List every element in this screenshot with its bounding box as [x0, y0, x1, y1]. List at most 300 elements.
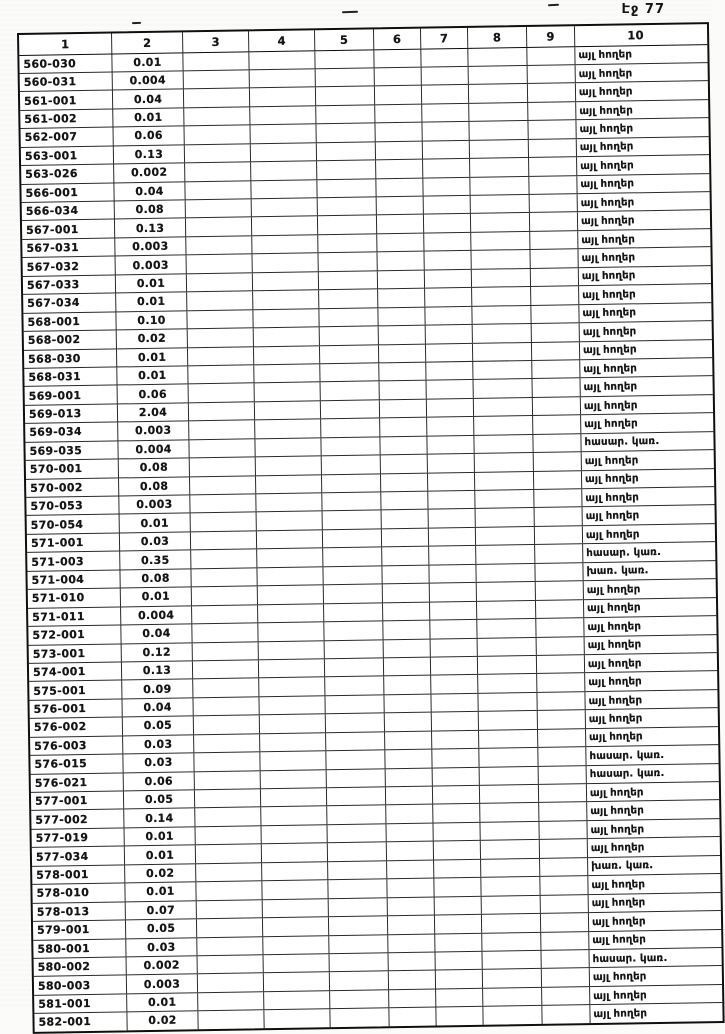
- parcel-code-cell: 568-030: [24, 349, 117, 368]
- empty-cell: [542, 1005, 590, 1023]
- area-value-cell: 0.01: [113, 108, 184, 127]
- area-value-cell: 0.06: [118, 385, 189, 404]
- empty-cell: [319, 271, 378, 289]
- column-header: 8: [468, 27, 527, 47]
- empty-cell: [328, 843, 387, 861]
- parcel-code-cell: 571-010: [28, 589, 121, 608]
- empty-cell: [322, 455, 381, 473]
- empty-cell: [255, 420, 321, 438]
- empty-cell: [427, 380, 474, 398]
- land-use-note-cell: այլ հողեր: [585, 527, 640, 541]
- empty-cell: [326, 732, 385, 750]
- empty-cell: [433, 767, 480, 785]
- area-value-cell: 0.004: [121, 606, 192, 625]
- empty-cell: [428, 454, 475, 472]
- parcel-code-cell: 581-001: [34, 994, 127, 1013]
- land-use-note-cell: այլ հողեր: [578, 48, 633, 62]
- empty-cell: [329, 898, 388, 916]
- parcel-code-cell: 576-001: [29, 699, 122, 718]
- parcel-code-cell: 569-013: [25, 404, 118, 423]
- empty-cell: [539, 803, 587, 821]
- empty-cell: [534, 452, 582, 470]
- empty-cell: [316, 124, 375, 142]
- empty-cell: [469, 121, 528, 139]
- empty-cell: [379, 344, 426, 362]
- empty-cell: [262, 880, 328, 898]
- land-use-note-cell: հասար. կառ.: [584, 435, 660, 449]
- empty-cell: [436, 989, 483, 1007]
- empty-cell: [380, 381, 427, 399]
- land-use-note-cell: այլ հողեր: [579, 122, 634, 136]
- scan-artifact: [548, 4, 559, 7]
- empty-cell: [322, 492, 381, 510]
- column-header: 1: [19, 34, 112, 55]
- empty-cell: [250, 88, 316, 106]
- empty-cell: [261, 825, 327, 843]
- empty-cell: [264, 954, 330, 972]
- land-use-note-cell: այլ հողեր: [586, 583, 641, 597]
- parcel-code-cell: 577-019: [32, 828, 125, 847]
- area-value-cell: 0.004: [113, 71, 184, 90]
- parcel-code-cell: 576-003: [30, 736, 123, 755]
- empty-cell: [385, 750, 432, 768]
- empty-cell: [425, 288, 472, 306]
- empty-cell: [534, 471, 582, 489]
- area-value-cell: 0.10: [116, 311, 187, 330]
- empty-cell: [481, 840, 540, 858]
- land-use-note-cell: այլ հողեր: [583, 398, 638, 412]
- parcel-code-cell: 569-034: [25, 423, 118, 442]
- empty-cell: [253, 254, 319, 272]
- land-use-note-cell: այլ հողեր: [584, 454, 639, 467]
- empty-cell: [529, 176, 577, 194]
- empty-cell: [480, 822, 539, 840]
- parcel-code-cell: 567-032: [23, 257, 116, 276]
- empty-cell: [423, 159, 470, 177]
- land-use-note-cell: այլ հողեր: [582, 343, 637, 357]
- column-header: 4: [249, 30, 315, 51]
- empty-cell: [196, 881, 262, 899]
- empty-cell: [531, 305, 579, 323]
- area-value-cell: 0.09: [122, 680, 193, 699]
- parcel-code-cell: 580-002: [34, 957, 127, 976]
- empty-cell: [422, 85, 469, 103]
- empty-cell: [476, 545, 535, 563]
- empty-cell: [533, 397, 581, 415]
- land-use-note-cell: այլ հողեր: [582, 288, 636, 302]
- empty-cell: [432, 731, 479, 749]
- land-use-note-cell: այլ հողեր: [580, 196, 635, 209]
- area-value-cell: 0.01: [116, 293, 187, 312]
- empty-cell: [386, 823, 433, 841]
- empty-cell: [542, 987, 590, 1005]
- empty-cell: [471, 195, 530, 213]
- empty-cell: [259, 678, 325, 696]
- empty-cell: [322, 474, 381, 492]
- empty-cell: [477, 601, 536, 619]
- empty-cell: [434, 860, 481, 878]
- area-value-cell: 0.002: [114, 164, 185, 183]
- empty-cell: [193, 697, 259, 715]
- empty-cell: [535, 563, 583, 581]
- empty-cell: [193, 642, 259, 660]
- empty-cell: [195, 771, 261, 789]
- empty-cell: [428, 491, 475, 509]
- parcel-code-cell: 576-002: [30, 718, 123, 737]
- area-value-cell: 0.02: [117, 329, 188, 348]
- empty-cell: [382, 565, 429, 583]
- parcel-code-cell: 577-001: [31, 791, 124, 810]
- empty-cell: [476, 508, 535, 526]
- area-value-cell: 0.003: [115, 237, 186, 256]
- column-header: 2: [112, 32, 183, 53]
- empty-cell: [255, 438, 321, 456]
- empty-cell: [385, 731, 432, 749]
- parcel-code-cell: 563-026: [21, 165, 114, 184]
- area-value-cell: 0.02: [127, 1012, 198, 1031]
- empty-cell: [250, 69, 316, 87]
- empty-cell: [258, 622, 324, 640]
- empty-cell: [387, 842, 434, 860]
- empty-cell: [383, 621, 430, 639]
- parcel-code-cell: 567-033: [23, 275, 116, 294]
- empty-cell: [483, 1006, 542, 1024]
- empty-cell: [478, 693, 537, 711]
- empty-cell: [471, 232, 530, 250]
- land-use-note-cell: այլ հողեր: [580, 214, 635, 228]
- area-value-cell: 0.13: [114, 145, 185, 164]
- empty-cell: [533, 415, 581, 433]
- empty-cell: [479, 748, 538, 766]
- empty-cell: [539, 784, 587, 802]
- area-value-cell: 0.004: [118, 440, 189, 459]
- empty-cell: [263, 899, 329, 917]
- parcel-code-cell: 567-031: [22, 238, 115, 257]
- empty-cell: [316, 105, 375, 123]
- empty-cell: [187, 273, 253, 291]
- land-use-note-cell: այլ հողեր: [581, 251, 636, 265]
- empty-cell: [433, 823, 480, 841]
- area-value-cell: 0.03: [123, 753, 194, 772]
- empty-cell: [474, 435, 533, 453]
- land-use-note-cell: այլ հողեր: [578, 66, 633, 80]
- empty-cell: [480, 766, 539, 784]
- empty-cell: [195, 789, 261, 807]
- empty-cell: [472, 269, 531, 287]
- empty-cell: [434, 878, 481, 896]
- land-use-note-cell: հասար. կառ.: [592, 951, 668, 965]
- area-value-cell: 0.05: [126, 919, 197, 938]
- empty-cell: [478, 637, 537, 655]
- empty-cell: [194, 752, 260, 770]
- empty-cell: [376, 160, 423, 178]
- empty-cell: [185, 181, 251, 199]
- empty-cell: [537, 674, 585, 692]
- land-use-note-cell: այլ հողեր: [580, 159, 634, 173]
- empty-cell: [533, 379, 581, 397]
- empty-cell: [196, 863, 262, 881]
- area-value-cell: 0.01: [120, 514, 191, 533]
- empty-cell: [480, 803, 539, 821]
- area-value-cell: 0.05: [124, 790, 195, 809]
- land-use-note-cell: այլ հողեր: [591, 878, 646, 891]
- empty-cell: [473, 324, 532, 342]
- empty-cell: [539, 821, 587, 839]
- empty-cell: [374, 49, 421, 67]
- parcel-code-cell: 577-002: [31, 810, 124, 829]
- land-use-note-cell: այլ հողեր: [591, 915, 646, 928]
- empty-cell: [323, 548, 382, 566]
- empty-cell: [197, 937, 263, 955]
- empty-cell: [421, 48, 468, 66]
- empty-cell: [327, 787, 386, 805]
- parcel-code-cell: 561-002: [20, 109, 113, 128]
- empty-cell: [328, 879, 387, 897]
- empty-cell: [474, 416, 533, 434]
- empty-cell: [536, 581, 584, 599]
- parcel-code-cell: 576-021: [31, 773, 124, 792]
- area-value-cell: 0.08: [119, 458, 190, 477]
- empty-cell: [431, 638, 478, 656]
- area-value-cell: 0.13: [122, 661, 193, 680]
- empty-cell: [198, 992, 264, 1010]
- empty-cell: [188, 347, 254, 365]
- parcel-code-cell: 571-003: [27, 552, 120, 571]
- empty-cell: [318, 216, 377, 234]
- area-value-cell: 0.01: [117, 366, 188, 385]
- empty-cell: [435, 896, 482, 914]
- land-use-note-cell: այլ հողեր: [585, 491, 640, 504]
- area-value-cell: 0.01: [112, 53, 183, 72]
- area-value-cell: 0.04: [122, 698, 193, 717]
- land-use-note-cell: այլ հողեր: [590, 804, 644, 818]
- empty-cell: [534, 489, 582, 507]
- parcel-code-cell: 578-010: [32, 884, 125, 903]
- empty-cell: [475, 490, 534, 508]
- area-value-cell: 0.01: [121, 588, 192, 607]
- empty-cell: [476, 564, 535, 582]
- empty-cell: [325, 677, 384, 695]
- empty-cell: [321, 419, 380, 437]
- empty-cell: [323, 511, 382, 529]
- empty-cell: [186, 218, 252, 236]
- column-header: 5: [315, 29, 374, 49]
- land-parcel-table: [17, 22, 725, 1033]
- land-use-note-cell: այլ հողեր: [583, 361, 638, 375]
- empty-cell: [483, 969, 542, 987]
- empty-cell: [529, 139, 577, 157]
- parcel-code-cell: 570-002: [26, 478, 119, 497]
- empty-cell: [254, 364, 320, 382]
- empty-cell: [249, 51, 315, 69]
- empty-cell: [319, 253, 378, 271]
- table-body: [19, 45, 722, 1032]
- empty-cell: [250, 125, 316, 143]
- land-use-note-cell: այլ հողեր: [582, 306, 637, 320]
- empty-cell: [377, 234, 424, 252]
- empty-cell: [261, 788, 327, 806]
- empty-cell: [422, 67, 469, 85]
- parcel-code-cell: 570-054: [27, 515, 120, 534]
- parcel-code-cell: 560-030: [19, 54, 112, 73]
- empty-cell: [479, 711, 538, 729]
- empty-cell: [251, 161, 317, 179]
- empty-cell: [424, 233, 471, 251]
- empty-cell: [537, 692, 585, 710]
- empty-cell: [260, 733, 326, 751]
- empty-cell: [261, 807, 327, 825]
- empty-cell: [472, 287, 531, 305]
- empty-cell: [473, 342, 532, 360]
- empty-cell: [330, 1009, 389, 1027]
- empty-cell: [318, 197, 377, 215]
- area-value-cell: 0.002: [127, 956, 198, 975]
- empty-cell: [482, 914, 541, 932]
- area-value-cell: 0.06: [124, 772, 195, 791]
- empty-cell: [384, 676, 431, 694]
- empty-cell: [537, 637, 585, 655]
- empty-cell: [196, 845, 262, 863]
- parcel-code-cell: 563-001: [21, 146, 114, 165]
- empty-cell: [424, 196, 471, 214]
- empty-cell: [388, 934, 435, 952]
- empty-cell: [388, 952, 435, 970]
- empty-cell: [381, 455, 428, 473]
- empty-cell: [327, 769, 386, 787]
- land-use-note-cell: այլ հողեր: [590, 841, 645, 855]
- parcel-code-cell: 580-003: [34, 976, 127, 995]
- parcel-code-cell: 562-007: [21, 128, 114, 147]
- empty-cell: [527, 47, 575, 65]
- area-value-cell: 0.01: [125, 846, 196, 865]
- empty-cell: [194, 734, 260, 752]
- empty-cell: [481, 877, 540, 895]
- empty-cell: [253, 309, 319, 327]
- parcel-code-cell: 566-001: [21, 183, 114, 202]
- empty-cell: [426, 325, 473, 343]
- empty-cell: [433, 786, 480, 804]
- empty-cell: [422, 104, 469, 122]
- empty-cell: [429, 528, 476, 546]
- empty-cell: [192, 605, 258, 623]
- empty-cell: [375, 104, 422, 122]
- empty-cell: [430, 601, 477, 619]
- scan-artifact: [132, 22, 141, 24]
- land-use-note-cell: այլ հողեր: [588, 675, 642, 689]
- empty-cell: [475, 453, 534, 471]
- empty-cell: [330, 953, 389, 971]
- empty-cell: [478, 674, 537, 692]
- empty-cell: [376, 178, 423, 196]
- empty-cell: [257, 567, 323, 585]
- parcel-code-cell: 570-053: [26, 496, 119, 515]
- empty-cell: [251, 180, 317, 198]
- empty-cell: [191, 513, 257, 531]
- empty-cell: [378, 307, 425, 325]
- empty-cell: [532, 323, 580, 341]
- land-use-note-cell: այլ հողեր: [587, 638, 642, 652]
- empty-cell: [323, 529, 382, 547]
- empty-cell: [327, 806, 386, 824]
- empty-cell: [482, 951, 541, 969]
- empty-cell: [530, 194, 578, 212]
- empty-cell: [433, 804, 480, 822]
- empty-cell: [542, 968, 590, 986]
- empty-cell: [316, 87, 375, 105]
- empty-cell: [187, 255, 253, 273]
- empty-cell: [187, 310, 253, 328]
- empty-cell: [381, 492, 428, 510]
- empty-cell: [197, 918, 263, 936]
- empty-cell: [469, 66, 528, 84]
- empty-cell: [330, 972, 389, 990]
- empty-cell: [195, 826, 261, 844]
- parcel-code-cell: 561-001: [20, 91, 113, 110]
- parcel-code-cell: 573-001: [29, 644, 122, 663]
- empty-cell: [185, 144, 251, 162]
- empty-cell: [320, 363, 379, 381]
- empty-cell: [530, 213, 578, 231]
- empty-cell: [184, 126, 250, 144]
- empty-cell: [539, 766, 587, 784]
- empty-cell: [482, 932, 541, 950]
- empty-cell: [193, 679, 259, 697]
- empty-cell: [541, 913, 589, 931]
- empty-cell: [380, 436, 427, 454]
- area-value-cell: 0.03: [120, 532, 191, 551]
- empty-cell: [388, 897, 435, 915]
- empty-cell: [426, 343, 473, 361]
- empty-cell: [435, 952, 482, 970]
- empty-cell: [198, 955, 264, 973]
- empty-cell: [382, 510, 429, 528]
- empty-cell: [262, 862, 328, 880]
- empty-cell: [320, 326, 379, 344]
- empty-cell: [258, 585, 324, 603]
- area-value-cell: 0.06: [114, 127, 185, 146]
- empty-cell: [531, 286, 579, 304]
- land-use-note-cell: խառ. կառ.: [591, 859, 654, 873]
- empty-cell: [190, 494, 256, 512]
- area-value-cell: 0.04: [113, 90, 184, 109]
- empty-cell: [432, 712, 479, 730]
- empty-cell: [427, 436, 474, 454]
- empty-cell: [327, 824, 386, 842]
- parcel-code-cell: 569-001: [25, 386, 118, 405]
- empty-cell: [429, 565, 476, 583]
- empty-cell: [389, 1008, 436, 1026]
- empty-cell: [538, 710, 586, 728]
- empty-cell: [380, 399, 427, 417]
- empty-cell: [253, 272, 319, 290]
- empty-cell: [427, 399, 474, 417]
- empty-cell: [540, 839, 588, 857]
- empty-cell: [541, 950, 589, 968]
- parcel-code-cell: 569-035: [25, 441, 118, 460]
- empty-cell: [477, 619, 536, 637]
- empty-cell: [435, 933, 482, 951]
- parcel-code-cell: 560-031: [20, 72, 113, 91]
- empty-cell: [431, 694, 478, 712]
- column-header: 3: [183, 31, 249, 52]
- empty-cell: [382, 547, 429, 565]
- column-header: 10: [627, 27, 645, 43]
- empty-cell: [377, 197, 424, 215]
- land-use-note-cell: այլ հողեր: [593, 1007, 648, 1021]
- area-value-cell: 0.01: [117, 348, 188, 367]
- empty-cell: [470, 140, 529, 158]
- empty-cell: [189, 439, 255, 457]
